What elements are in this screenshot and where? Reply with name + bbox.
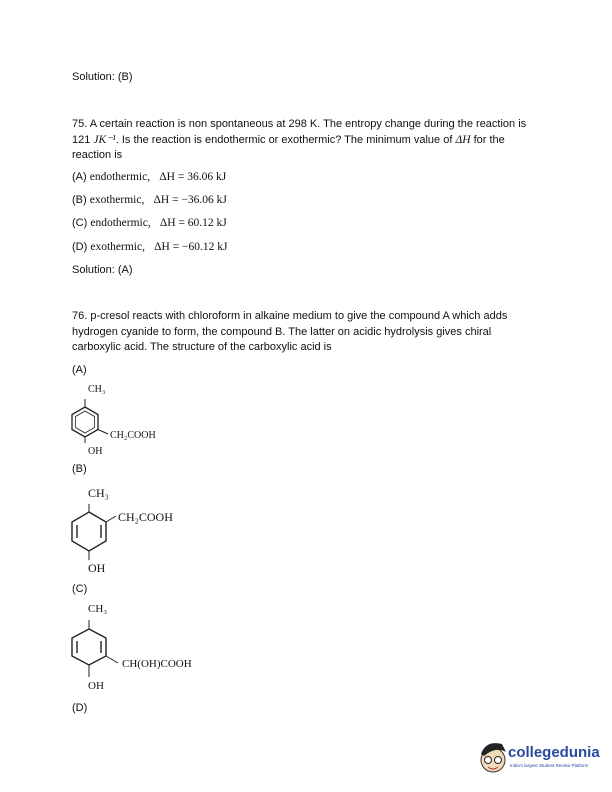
option-equation: ΔH = 36.06 kJ — [159, 171, 227, 183]
ch3-label: CH₃ — [88, 603, 108, 615]
solution-75: Solution: (A) — [72, 264, 133, 276]
option-equation: ΔH = 60.12 kJ — [159, 217, 227, 229]
option-75-a — [72, 170, 226, 185]
side-chain-label: CH₂COOH — [110, 430, 156, 441]
option-word: endothermic, — [90, 217, 151, 229]
option-word: endothermic, — [89, 171, 151, 183]
option-76-c-label: (C) — [72, 583, 88, 595]
option-label: (C) — [72, 217, 88, 229]
oh-label: OH — [88, 680, 104, 692]
benzene-ring-b — [70, 510, 108, 552]
option-75-d — [72, 240, 228, 255]
question-75-text — [72, 117, 542, 164]
q75-text-part: for the reaction is — [72, 133, 505, 161]
ch3-label: CH₃ — [88, 384, 106, 395]
collegedunia-logo — [478, 738, 608, 778]
previous-solution: Solution: (B) — [72, 71, 133, 83]
option-label: (A) — [72, 171, 87, 183]
option-75-c — [72, 216, 227, 231]
benzene-ring-c — [70, 627, 108, 667]
logo-tagline: India's largest Student Review Platform — [510, 763, 589, 768]
option-76-a-label: (A) — [72, 364, 87, 376]
ch3-label: CH₃ — [88, 486, 109, 500]
q75-text-part: . Is the reaction is endothermic or exothermic? The minimum value of — [115, 133, 456, 146]
q75-text-part: 75. A certain reaction is non spontaneous at 298 K. The entropy change during the reaction is 121 — [72, 118, 527, 146]
option-label: (D) — [72, 241, 88, 253]
option-equation: ΔH = −60.12 kJ — [154, 241, 228, 253]
question-76-text: 76. p-cresol reacts with chloroform in alkaine medium to give the compound A which adds hydrogen cyanide to form, the compound B. The latter on acidic hydrolysis gives chiral carboxylic acid. The structure of the carboxylic acid is — [72, 310, 508, 353]
side-chain-label: CH₂COOH — [118, 510, 173, 524]
mascot-icon — [478, 738, 508, 776]
option-76-d-label: (D) — [72, 702, 88, 714]
option-word: exothermic, — [89, 194, 145, 206]
side-chain-label: CH(OH)COOH — [122, 658, 192, 670]
option-word: exothermic, — [90, 241, 145, 253]
delta-h: ΔH — [455, 133, 471, 146]
oh-label: OH — [88, 561, 106, 575]
option-label: (B) — [72, 194, 87, 206]
benzene-ring-a — [70, 405, 100, 439]
logo-name: collegedunia — [508, 744, 600, 761]
option-75-b — [72, 193, 227, 208]
entropy-unit: JK⁻¹ — [93, 133, 116, 146]
option-76-b-label: (B) — [72, 463, 87, 475]
option-equation: ΔH = −36.06 kJ — [153, 194, 227, 206]
oh-label: OH — [88, 446, 103, 457]
